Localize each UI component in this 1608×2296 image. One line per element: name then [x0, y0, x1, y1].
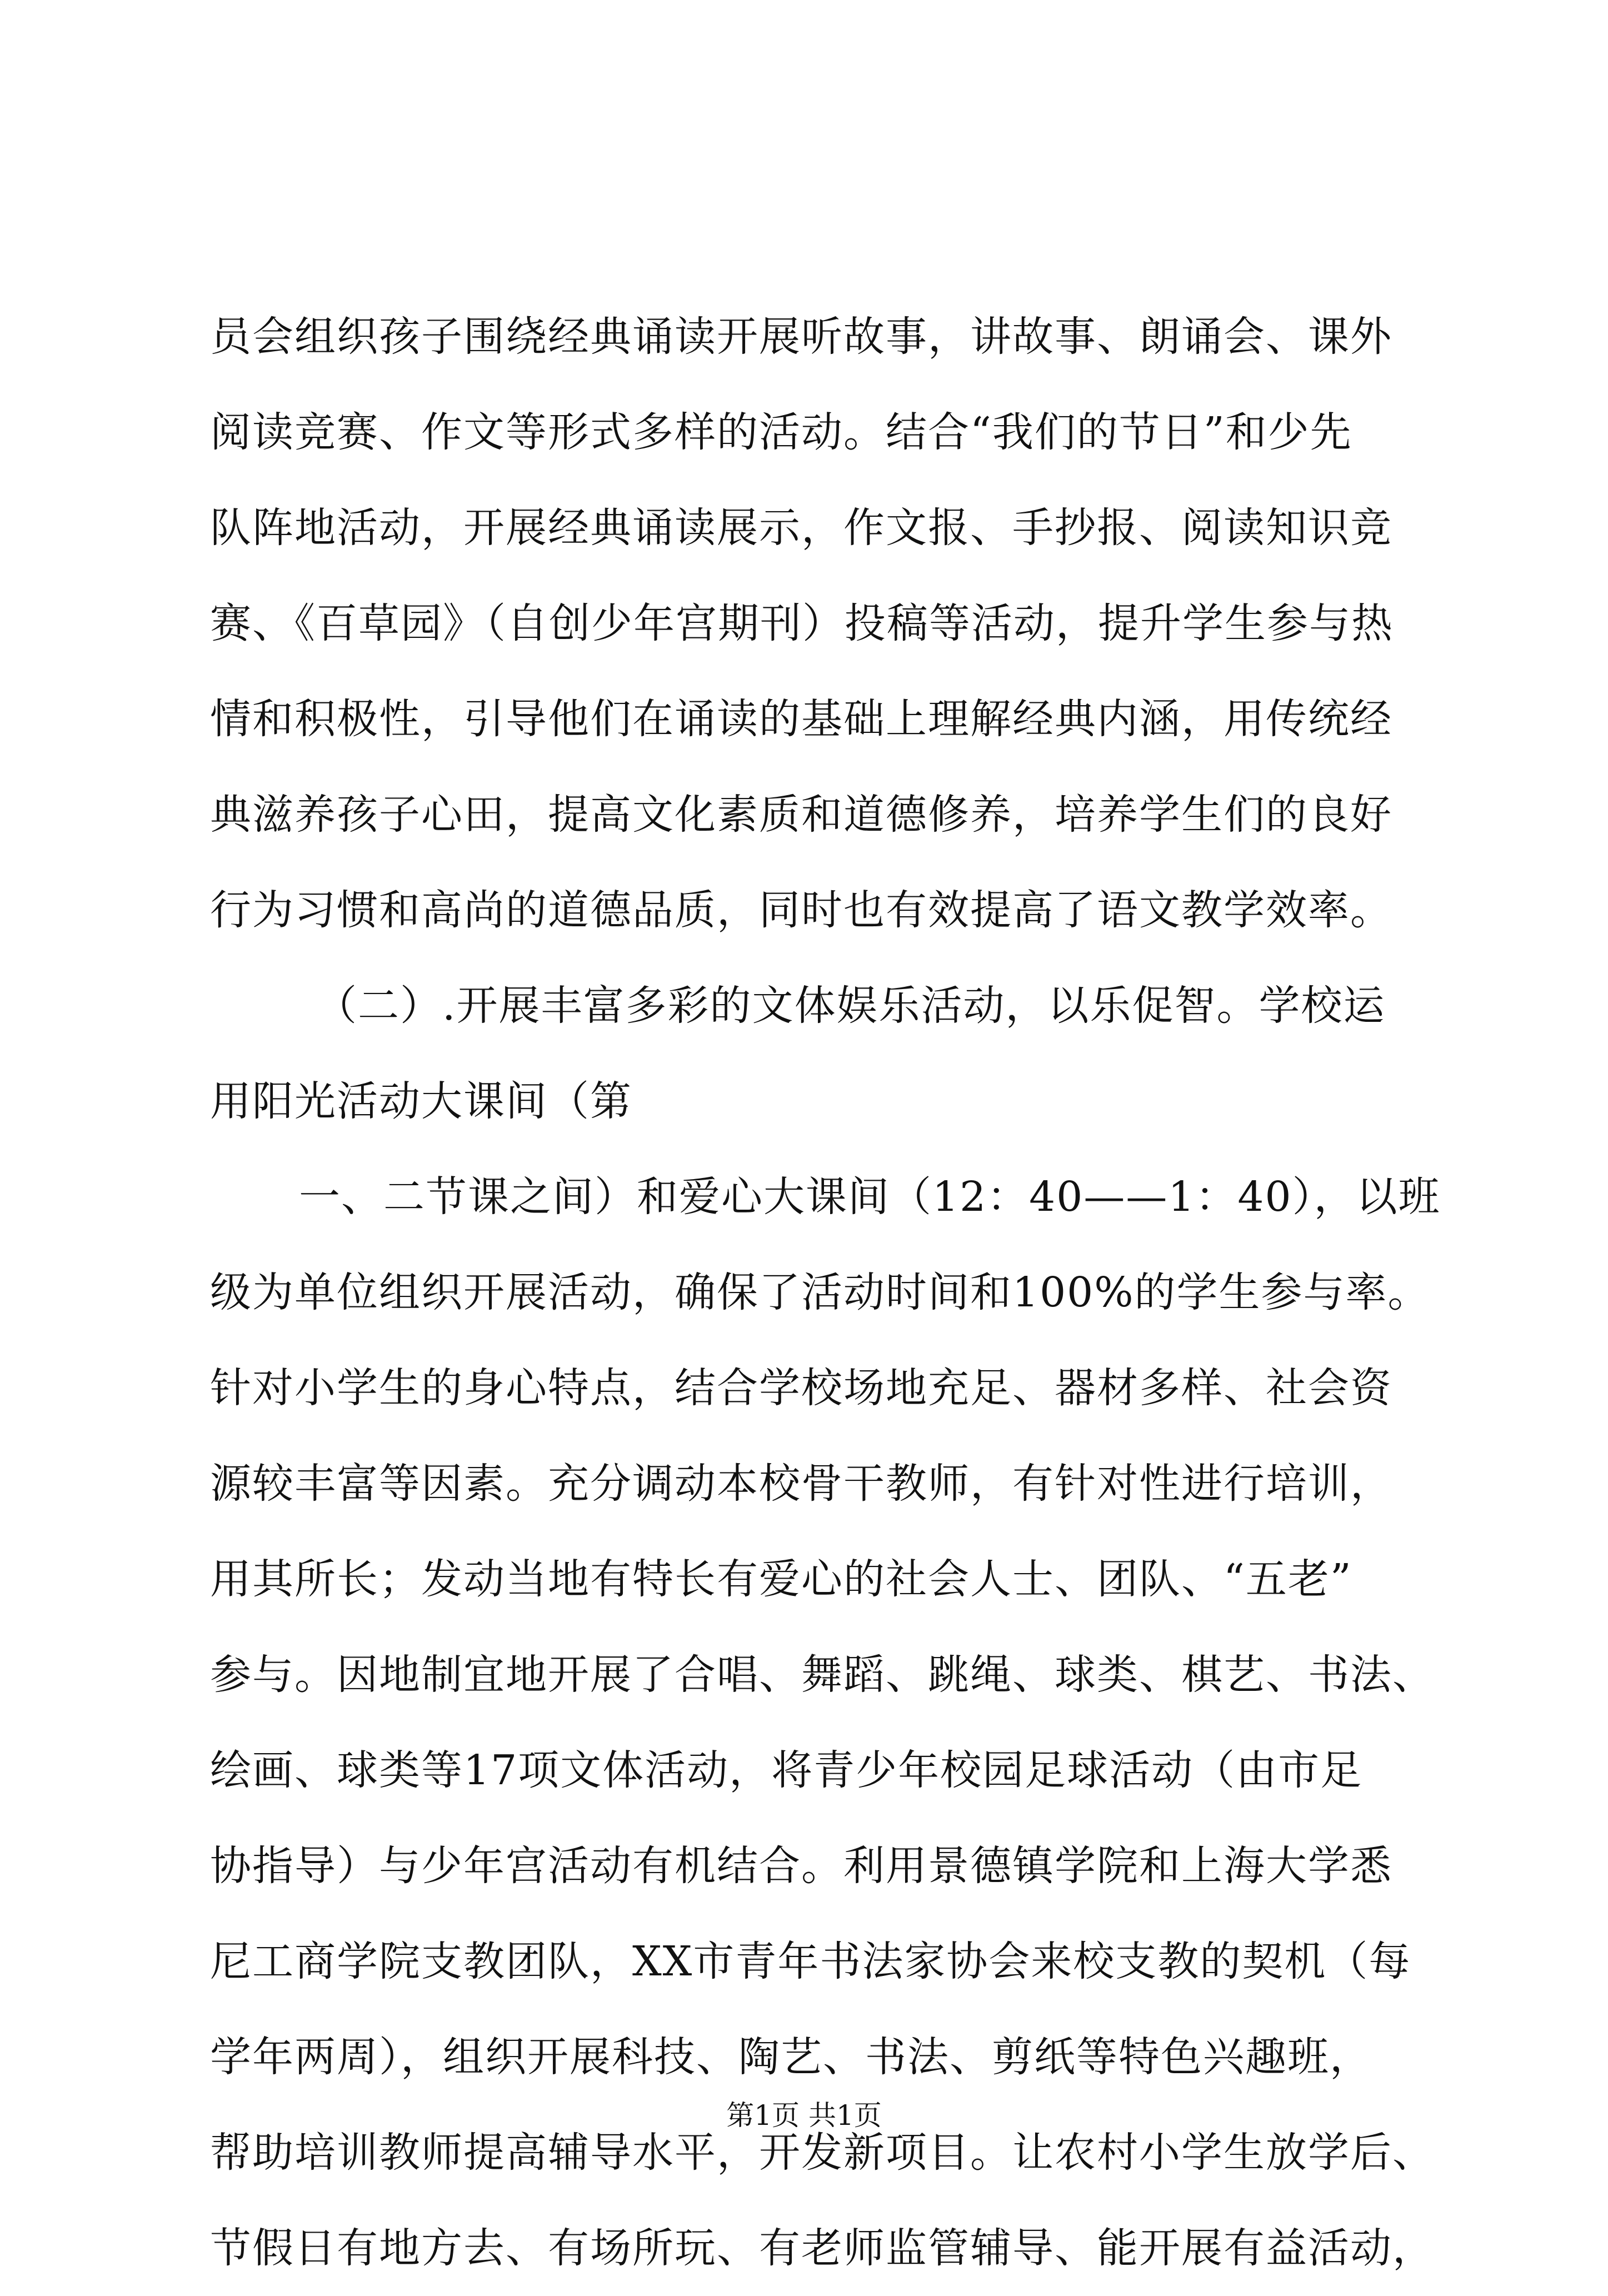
- text-line: 典滋养孩子心田，提高文化素质和道德修养，培养学生们的良好: [210, 791, 1392, 838]
- text-line: 行为习惯和高尚的道德品质，同时也有效提高了语文教学效率。: [210, 886, 1392, 934]
- text-line: 源较丰富等因素。充分调动本校骨干教师，有针对性进行培训，: [210, 1460, 1392, 1508]
- text-line: 学年两周），组织开展科技、陶艺、书法、剪纸等特色兴趣班，: [210, 2033, 1372, 2081]
- text-line: 针对小学生的身心特点，结合学校场地充足、器材多样、社会资: [210, 1364, 1392, 1412]
- text-line: 协指导）与少年宫活动有机结合。利用景德镇学院和上海大学悉: [210, 1842, 1392, 1890]
- text-line: 阅读竞赛、作文等形式多样的活动。结合“我们的节日”和少先: [210, 408, 1352, 456]
- text-line: 用阳光活动大课间（第: [210, 1077, 632, 1125]
- page-footer: [0, 2096, 1608, 2135]
- text-line: 参与。因地制宜地开展了合唱、舞蹈、跳绳、球类、棋艺、书法、: [210, 1651, 1435, 1699]
- text-line: 绘画、球类等17项文体活动，将青少年校园足球活动（由市足: [210, 1746, 1363, 1794]
- document-body: [210, 289, 1441, 2296]
- text-line: 级为单位组织开展活动，确保了活动时间和100%的学生参与率。: [210, 1269, 1430, 1316]
- text-line: 赛、《百草园》（自创少年宫期刊）投稿等活动，提升学生参与热: [210, 600, 1394, 647]
- page-number-label: 第1页 共1页: [726, 2099, 882, 2132]
- paragraph-start-line: 一、二节课之间）和爱心大课间（12：40——1：40），以班: [299, 1173, 1441, 1221]
- text-line: 尼工商学院支教团队，XX市青年书法家协会来校支教的契机（每: [210, 1938, 1411, 1985]
- section-heading-line: （二）.开展丰富多彩的文体娱乐活动，以乐促智。学校运: [316, 982, 1386, 1030]
- text-line: 情和积极性，引导他们在诵读的基础上理解经典内涵，用传统经: [210, 695, 1392, 743]
- text-line: 用其所长；发动当地有特长有爱心的社会人士、团队、“五老”: [210, 1555, 1352, 1603]
- text-line: 帮助培训教师提高辅导水平，开发新项目。让农村小学生放学后、: [210, 2129, 1435, 2177]
- text-line: 队阵地活动，开展经典诵读展示，作文报、手抄报、阅读知识竞: [210, 504, 1392, 552]
- text-line: 员会组织孩子围绕经典诵读开展听故事，讲故事、朗诵会、课外: [210, 313, 1392, 361]
- text-line: 节假日有地方去、有场所玩、有老师监管辅导、能开展有益活动，: [210, 2224, 1435, 2272]
